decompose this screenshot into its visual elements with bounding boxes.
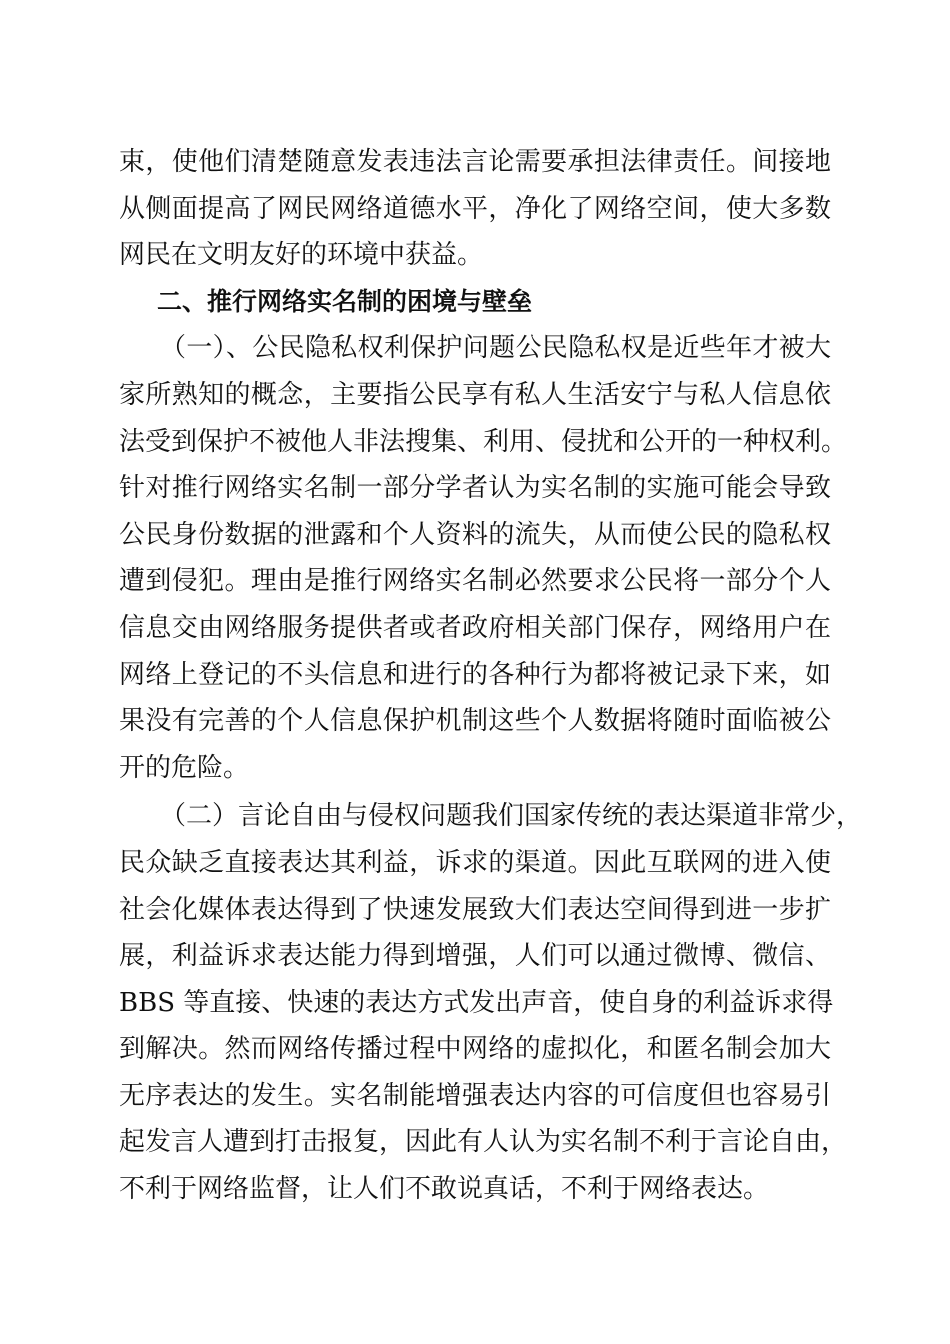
paragraph-line: 果没有完善的个人信息保护机制这些个人数据将随时面临被公 (119, 706, 831, 737)
paragraph-line: 不利于网络监督，让人们不敢说真话，不利于网络表达。 (119, 1174, 770, 1205)
paragraph-line: 社会化媒体表达得到了快速发展致大们表达空间得到进一步扩 (119, 894, 831, 925)
document-body (119, 139, 863, 1213)
paragraph-line: （一）、公民隐私权利保护问题公民隐私权是近些年才被大 (160, 333, 831, 364)
paragraph-line: 网民在文明友好的环境中获益。 (119, 240, 484, 271)
paragraph-line: 到解决。然而网络传播过程中网络的虚拟化，和匿名制会加大 (119, 1034, 831, 1065)
subsection-speech-paragraph (119, 793, 863, 1212)
paragraph-line: 展，利益诉求表达能力得到增强，人们可以通过微博、微信、 (119, 941, 831, 972)
paragraph-line: 法受到保护不被他人非法搜集、利用、侵扰和公开的一种权利。 (119, 426, 848, 457)
intro-paragraph (119, 139, 831, 279)
paragraph-line: 开的危险。 (119, 752, 250, 783)
paragraph-line: 起发言人遭到打击报复，因此有人认为实名制不利于言论自由， (119, 1127, 848, 1158)
paragraph-line: 信息交由网络服务提供者或者政府相关部门保存，网络用户在 (119, 612, 831, 643)
paragraph-line: 从侧面提高了网民网络道德水平，净化了网络空间，使大多数 (119, 193, 831, 224)
paragraph-line: 公民身份数据的泄露和个人资料的流失，从而使公民的隐私权 (119, 519, 831, 550)
paragraph-line: 遭到侵犯。理由是推行网络实名制必然要求公民将一部分个人 (119, 566, 831, 597)
paragraph-line: 民众缺乏直接表达其利益，诉求的渠道。因此互联网的进入使 (119, 847, 831, 878)
paragraph-line: （二）言论自由与侵权问题我们国家传统的表达渠道非常少， (160, 801, 863, 832)
paragraph-line: 束，使他们清楚随意发表违法言论需要承担法律责任。间接地 (119, 147, 831, 177)
subsection-privacy-paragraph (119, 325, 848, 791)
section-heading: 二、推行网络实名制的困境与壁垒 (157, 286, 533, 316)
paragraph-line: 针对推行网络实名制一部分学者认为实名制的实施可能会导致 (119, 473, 831, 504)
paragraph-line: 无序表达的发生。实名制能增强表达内容的可信度但也容易引 (119, 1080, 831, 1111)
paragraph-line: 网络上登记的不头信息和进行的各种行为都将被记录下来，如 (119, 659, 831, 690)
paragraph-line: 家所熟知的概念，主要指公民享有私人生活安宁与私人信息依 (119, 379, 831, 410)
paragraph-line: BBS 等直接、快速的表达方式发出声音，使自身的利益诉求得 (119, 987, 834, 1018)
